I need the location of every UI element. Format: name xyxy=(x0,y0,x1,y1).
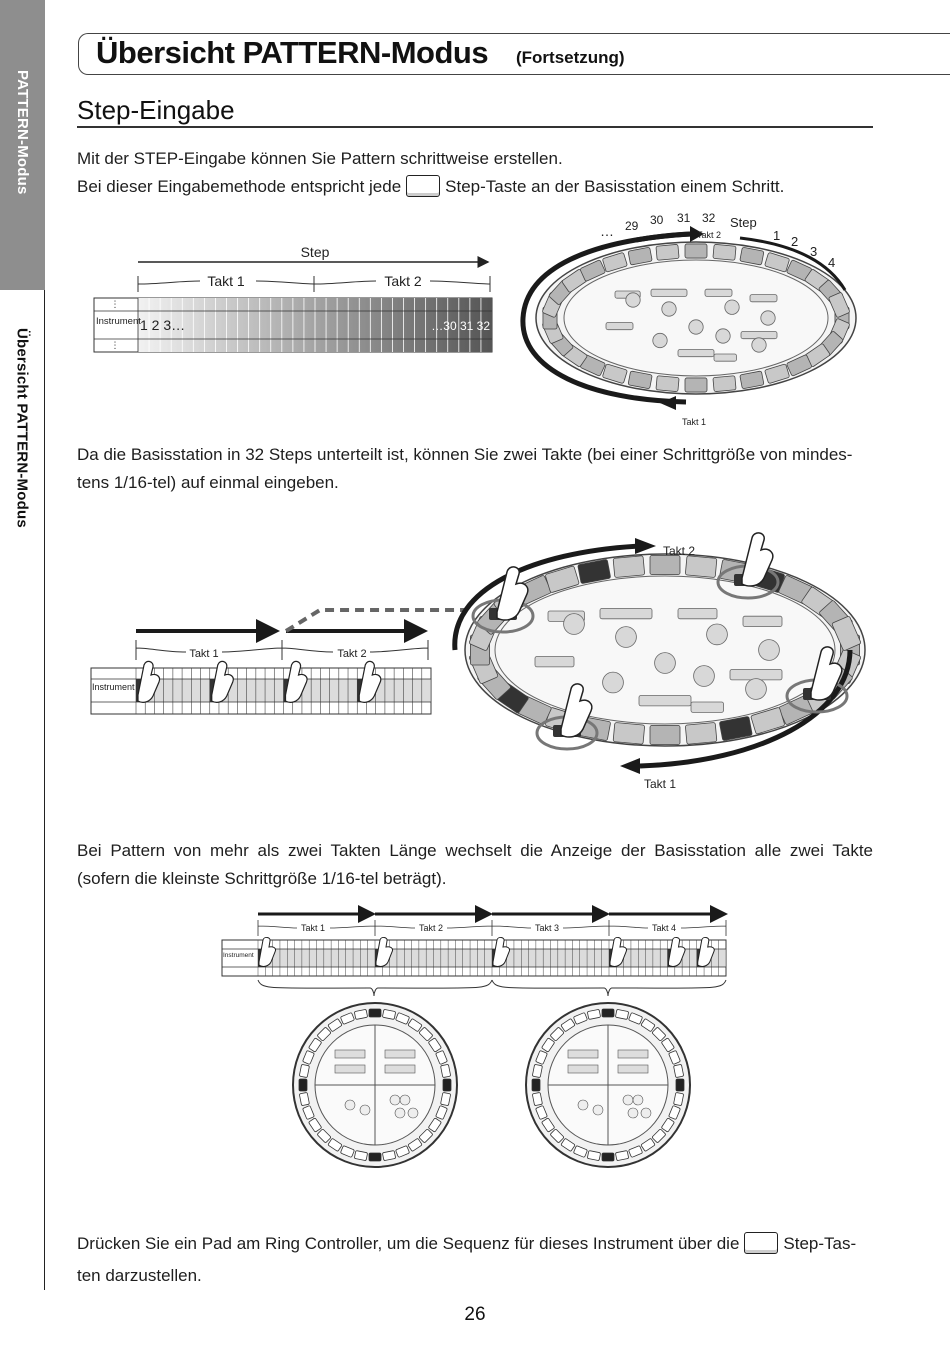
ring-number-ellipsis: … xyxy=(600,223,614,239)
ring-number-32: 32 xyxy=(702,211,716,225)
takt1-label: Takt 1 xyxy=(189,648,219,660)
two-bars-line-1: Da die Basisstation in 32 Steps unterteilt ist, können Sie zwei Takte (bei einer Schrittgröße von mindes- xyxy=(77,445,853,464)
ring-takt1-label: Takt 1 xyxy=(644,777,677,791)
step-key-icon xyxy=(744,1232,778,1254)
page-title: Übersicht PATTERN-Modus xyxy=(96,35,489,70)
ring-number-29: 29 xyxy=(625,219,639,233)
instrument-label: Instrument xyxy=(92,682,135,692)
takt3-label: Takt 3 xyxy=(534,923,560,933)
takt2-label: Takt 2 xyxy=(384,273,422,289)
ring-number-31: 31 xyxy=(677,211,691,225)
ring-takt1-label: Takt 1 xyxy=(682,417,707,427)
instrument-label: Instrument xyxy=(223,952,254,959)
step-label: Step xyxy=(300,244,330,260)
ring-number-1: 1 xyxy=(773,228,781,243)
page-number: 26 xyxy=(464,1304,486,1325)
base-station-ring-large xyxy=(455,533,865,774)
pad-paragraph xyxy=(77,1228,873,1292)
ring-takt2-label: Takt 2 xyxy=(663,544,696,558)
base-station-ring xyxy=(523,226,856,410)
base-station-round-2 xyxy=(526,1003,690,1167)
pad-line-1 xyxy=(77,1228,873,1260)
pad-line-1a: Drücken Sie ein Pad am Ring Controller, um die Sequenz für dieses Instrument über die xyxy=(77,1234,740,1253)
section-heading: Step-Eingabe xyxy=(77,95,235,125)
base-station-round-1 xyxy=(293,1003,457,1167)
two-bars-paragraph xyxy=(77,441,873,497)
ring-number-2: 2 xyxy=(791,234,799,249)
ring-takt2-label: Takt 2 xyxy=(697,230,722,240)
side-tab-label: PATTERN-Modus xyxy=(14,70,31,195)
page-subtitle: (Fortsetzung) xyxy=(516,48,625,67)
takt2-label: Takt 2 xyxy=(418,923,444,933)
intro-line-2a: Bei dieser Eingabemethode entspricht jede xyxy=(77,177,402,196)
two-bars-line-2: tens 1/16-tel) auf einmal eingeben. xyxy=(77,473,339,492)
more-bars-line-1: Bei Pattern von mehr als zwei Takten Länge wechselt die Anzeige der Basisstation alle zwei Takte xyxy=(77,841,873,860)
pad-line-2: ten darzustellen. xyxy=(77,1266,202,1285)
takt1-label: Takt 1 xyxy=(207,273,245,289)
takt-brackets xyxy=(138,276,490,292)
more-bars-line-2: (sofern die kleinste Schrittgröße 1/16-tel beträgt). xyxy=(77,869,447,888)
takt4-label: Takt 4 xyxy=(651,923,677,933)
svg-text:⋮: ⋮ xyxy=(110,340,120,350)
start-step-numbers: 1 2 3… xyxy=(140,317,186,333)
takt2-label: Takt 2 xyxy=(337,648,367,660)
takt1-label: Takt 1 xyxy=(300,923,326,933)
instrument-label: Instrument xyxy=(96,316,141,327)
ring-number-4: 4 xyxy=(828,255,836,270)
figure-two-bars-input xyxy=(0,500,950,810)
figure-four-bars-display xyxy=(0,900,950,1190)
ring-number-30: 30 xyxy=(650,213,664,227)
side-tab-label: Übersicht PATTERN-Modus xyxy=(13,328,31,528)
intro-line-1: Mit der STEP-Eingabe können Sie Pattern schrittweise erstellen. xyxy=(77,149,563,168)
figure-step-grid-and-ring xyxy=(0,0,950,440)
svg-text:⋮: ⋮ xyxy=(110,299,120,309)
intro-line-2b: Step-Taste an der Basisstation einem Schritt. xyxy=(445,177,785,196)
pad-line-1b: Step-Tas- xyxy=(783,1234,857,1253)
ring-number-3: 3 xyxy=(810,244,818,259)
more-bars-paragraph xyxy=(77,837,873,893)
end-step-numbers: …30 31 32 xyxy=(431,319,490,333)
ring-step-label: Step xyxy=(730,215,757,230)
